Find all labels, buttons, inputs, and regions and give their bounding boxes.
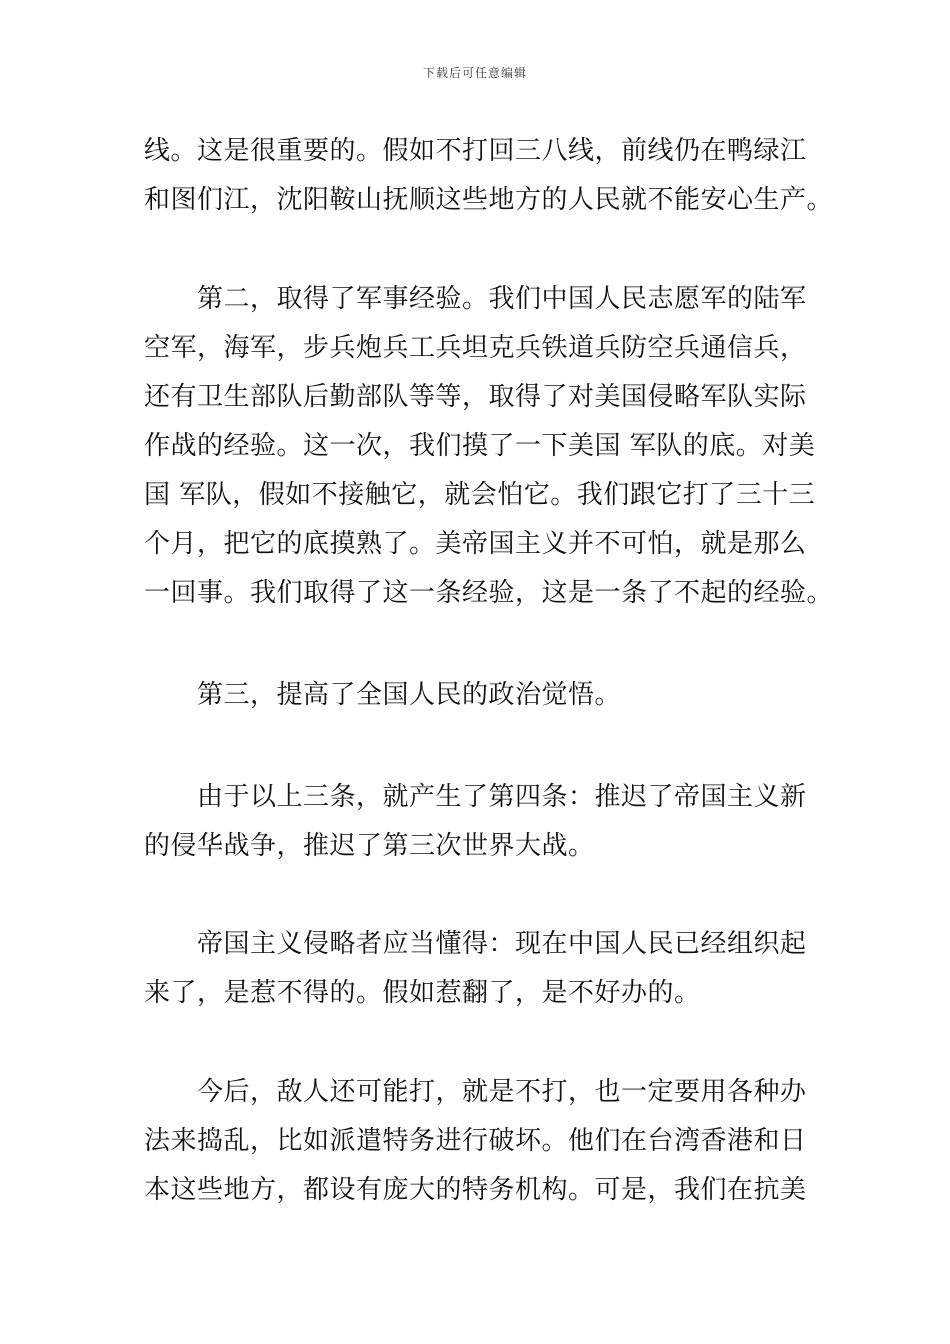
text-line: 国 军队，假如不接触它，就会怕它。我们跟它打了三十三 <box>144 480 816 510</box>
paragraph-3 <box>144 671 814 720</box>
text-line: 的侵华战争，推迟了第三次世界大战。 <box>144 831 595 861</box>
text-line: 第三，提高了全国人民的政治觉悟。 <box>144 680 622 710</box>
text-line: 个月，把它的底摸熟了。美帝国主义并不可怕，就是那么 <box>144 529 807 559</box>
text-line: 作战的经验。这一次，我们摸了一下美国 军队的底。对美 <box>144 431 816 461</box>
paragraph-4 <box>144 773 814 871</box>
text-line: 今后，敌人还可能打，就是不打，也一定要用各种办 <box>144 1077 807 1107</box>
text-line: 线。这是很重要的。假如不打回三八线，前线仍在鸭绿江 <box>144 136 807 166</box>
paragraph-6 <box>144 1068 814 1215</box>
text-line: 第二，取得了军事经验。我们中国人民志愿军的陆军 <box>144 284 807 314</box>
text-line: 空军，海军，步兵炮兵工兵坦克兵铁道兵防空兵通信兵， <box>144 333 807 363</box>
text-line: 来了，是惹不得的。假如惹翻了，是不好办的。 <box>144 978 701 1008</box>
text-line: 由于以上三条，就产生了第四条：推迟了帝国主义新 <box>144 782 807 812</box>
text-line: 帝国主义侵略者应当懂得：现在中国人民已经组织起 <box>144 929 807 959</box>
text-line: 还有卫生部队后勤部队等等，取得了对美国侵略军队实际 <box>144 382 807 412</box>
text-line: 和图们江，沈阳鞍山抚顺这些地方的人民就不能安心生产。 <box>144 185 834 215</box>
paragraph-5 <box>144 920 814 1018</box>
paragraph-1 <box>144 127 834 225</box>
page-header: 下载后可任意编辑 <box>422 66 527 80</box>
text-line: 一回事。我们取得了这一条经验，这是一条了不起的经验。 <box>144 578 834 608</box>
text-line: 法来捣乱，比如派遣特务进行破坏。他们在台湾香港和日 <box>144 1126 807 1156</box>
paragraph-2 <box>144 275 834 618</box>
text-line: 本这些地方，都设有庞大的特务机构。可是，我们在抗美 <box>144 1175 807 1205</box>
